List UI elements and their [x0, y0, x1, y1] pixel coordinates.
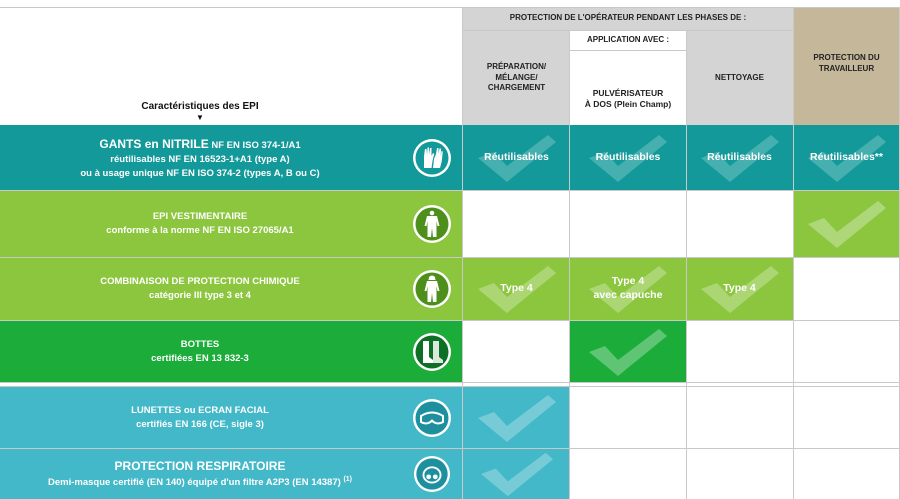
row-goggles-cell-sprayer	[570, 387, 686, 448]
operator-group-header: PROTECTION DE L'OPÉRATEUR PENDANT LES PHASES DE :	[463, 7, 793, 30]
row-coverall-value-sprayer: Type 4 avec capuche	[593, 275, 663, 301]
gloves-icon	[412, 138, 452, 178]
divider	[463, 30, 793, 31]
row-respirator-iconbox	[400, 449, 463, 499]
footnote-marker: (1)	[343, 476, 352, 484]
row-goggles-iconbox	[400, 387, 463, 448]
row-goggles-cell-preparation	[463, 387, 570, 448]
goggles-icon	[412, 398, 452, 438]
row-clothing-cell-preparation	[463, 191, 570, 257]
row-goggles-line2: certifiés EN 166 (CE, sigle 3)	[136, 418, 264, 430]
divider	[0, 125, 900, 127]
row-boots-cell-preparation	[463, 321, 570, 382]
row-gloves-iconbox	[400, 126, 463, 190]
clothing-icon	[412, 204, 452, 244]
row-coverall-cell-cleaning	[686, 258, 793, 320]
divider	[0, 257, 900, 258]
divider	[570, 50, 686, 51]
check-icon	[585, 326, 671, 378]
row-coverall-cell-worker	[793, 258, 900, 320]
divider	[569, 30, 570, 499]
row-gloves-title: GANTS en NITRILE	[99, 136, 209, 151]
row-coverall-label	[0, 258, 400, 320]
row-coverall-title: COMBINAISON DE PROTECTION CHIMIQUE	[100, 276, 300, 288]
divider	[0, 7, 900, 8]
row-gloves-cell-preparation	[463, 126, 570, 190]
divider	[0, 320, 900, 321]
divider	[0, 190, 900, 191]
row-gloves-title-suffix: NF EN ISO 374-1/A1	[208, 139, 301, 151]
row-respirator-cell-sprayer	[570, 449, 686, 499]
row-gloves-line2: réutilisables NF EN 16523-1+A1 (type A)	[110, 153, 290, 165]
row-coverall-line2: catégorie III type 3 et 4	[149, 290, 251, 301]
row-respirator-label	[0, 449, 400, 499]
row-gloves-cell-cleaning	[686, 126, 793, 190]
row-gloves-value-preparation: Réutilisables	[484, 151, 549, 164]
row-goggles-title: LUNETTES ou ECRAN FACIAL	[131, 404, 269, 416]
row-respirator-cell-cleaning	[686, 449, 793, 499]
row-boots-cell-worker	[793, 321, 900, 382]
row-gloves-label	[0, 126, 400, 190]
row-respirator-title: PROTECTION RESPIRATOIRE	[114, 458, 286, 473]
row-respirator-cell-preparation	[463, 449, 570, 499]
row-clothing-title: EPI VESTIMENTAIRE	[152, 211, 248, 223]
row-boots-label	[0, 321, 400, 382]
row-goggles-cell-worker	[793, 387, 900, 448]
check-icon	[477, 450, 557, 498]
features-arrow: ▼	[196, 113, 204, 122]
divider	[462, 7, 463, 499]
coverall-icon	[412, 269, 452, 309]
row-coverall-value-cleaning: Type 4	[723, 282, 756, 295]
col-cleaning-header: NETTOYAGE	[686, 30, 793, 126]
header-features-cell	[0, 7, 463, 126]
row-gloves-cell-worker	[793, 126, 900, 190]
row-gloves-value-sprayer: Réutilisables	[595, 151, 661, 164]
application-group-header: APPLICATION AVEC :	[570, 30, 686, 50]
row-boots-cell-cleaning	[686, 321, 793, 382]
row-gloves-cell-sprayer	[570, 126, 686, 190]
row-coverall-cell-preparation	[463, 258, 570, 320]
row-gloves-value-cleaning: Réutilisables	[707, 151, 772, 164]
row-respirator-line2: Demi-masque certifié (EN 140) équipé d'un filtre A2P3 (EN 14387)	[47, 477, 341, 489]
row-gloves-line3: ou à usage unique NF EN ISO 374-2 (types A, B ou C)	[80, 167, 320, 179]
row-respirator-cell-worker	[793, 449, 900, 499]
boots-icon	[412, 332, 452, 372]
row-clothing-iconbox	[400, 191, 463, 257]
row-clothing-cell-cleaning	[686, 191, 793, 257]
row-respirator-line2-wrap	[48, 475, 352, 490]
divider	[0, 382, 900, 383]
row-coverall-iconbox	[400, 258, 463, 320]
row-clothing-label	[0, 191, 400, 257]
row-coverall-cell-sprayer	[570, 258, 686, 320]
col-worker-header: PROTECTION DU TRAVAILLEUR	[793, 7, 900, 126]
row-clothing-line2: conforme à la norme NF EN ISO 27065/A1	[106, 225, 294, 236]
row-boots-iconbox	[400, 321, 463, 382]
divider	[0, 448, 900, 449]
row-gloves-title-line	[99, 136, 300, 153]
row-goggles-label	[0, 387, 400, 448]
divider	[0, 386, 900, 387]
check-icon	[804, 198, 890, 250]
divider	[793, 7, 794, 499]
col-preparation-header: PRÉPARATION/ MÉLANGE/ CHARGEMENT	[463, 30, 570, 126]
row-gloves-value-worker: Réutilisables**	[810, 151, 883, 164]
row-clothing-cell-worker	[793, 191, 900, 257]
row-goggles-cell-cleaning	[686, 387, 793, 448]
check-icon	[474, 392, 560, 444]
row-clothing-cell-sprayer	[570, 191, 686, 257]
row-boots-cell-sprayer	[570, 321, 686, 382]
divider	[686, 30, 687, 499]
row-boots-title: BOTTES	[180, 338, 220, 350]
features-label: Caractéristiques des EPI	[141, 101, 259, 112]
row-boots-line2: certifiées EN 13 832-3	[151, 352, 249, 364]
respirator-icon	[413, 455, 451, 493]
row-coverall-value-preparation: Type 4	[500, 282, 533, 295]
col-sprayer-header: PULVÉRISATEUR À DOS (Plein Champ)	[570, 50, 686, 126]
